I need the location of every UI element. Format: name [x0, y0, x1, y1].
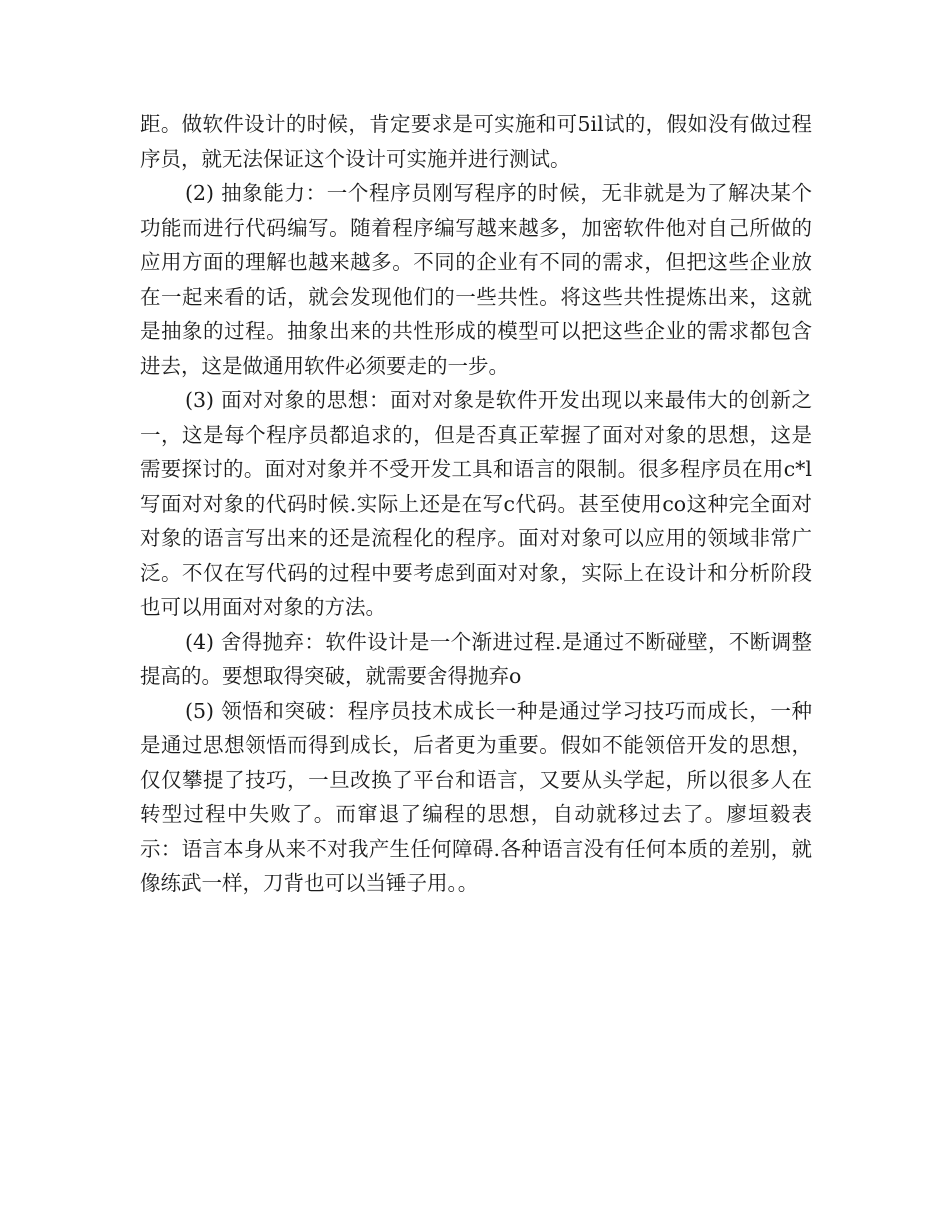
paragraph-continuation: 距。做软件设计的时候，肯定要求是可实施和可5il试的，假如没有做过程序员，就无法保证这个设计可实施并进行测试。: [140, 112, 812, 171]
paragraph-letting-go: (4) 舍得抛弃：软件设计是一个渐进过程.是通过不断碰壁，不断调整提高的。要想取得突破，就需要舍得抛弃o: [140, 629, 812, 688]
document-body: [140, 107, 812, 901]
paragraph-insight: (5) 领悟和突破：程序员技术成长一种是通过学习技巧而成长，一种是通过思想领悟而得到成长，后者更为重要。假如不能领倍开发的思想，仅仅攀提了技巧，一旦改换了平台和语言，又要从头学起，所以很多人在转型过程中失败了。而窜退了编程的思想，自动就移过去了。廖垣毅表示：语言本身从来不对我产生任何障碍.各种语言没有任何本质的差别，就像练武一样，刀背也可以当锤子用。。: [140, 698, 812, 895]
paragraph-abstraction: (2) 抽象能力：一个程序员刚写程序的时候，无非就是为了解决某个功能而进行代码编写。随着程序编写越来越多，加密软件他对自己所做的应用方面的理解也越来越多。不同的企业有不同的需求，但把这些企业放在一起来看的话，就会发现他们的一些共性。将这些共性提炼出来，这就是抽象的过程。抽象出来的共性形成的模型可以把这些企业的需求都包含进去，这是做通用软件必须要走的一步。: [140, 181, 812, 378]
paragraph-object-oriented: (3) 面对对象的思想：面对对象是软件开发出现以来最伟大的创新之一，这是每个程序员都追求的，但是否真正荤握了面对对象的思想，这是需要探讨的。面对对象并不受开发工具和语言的限制。很多程序员在用c*l写面对对象的代码时候.实际上还是在写c代码。甚至使用co这种完全面对对象的语言写出来的还是流程化的程序。面对对象可以应用的领域非常广泛。不仅在写代码的过程中要考虑到面对对象，实际上在设计和分析阶段也可以用面对对象的方法。: [140, 388, 812, 619]
